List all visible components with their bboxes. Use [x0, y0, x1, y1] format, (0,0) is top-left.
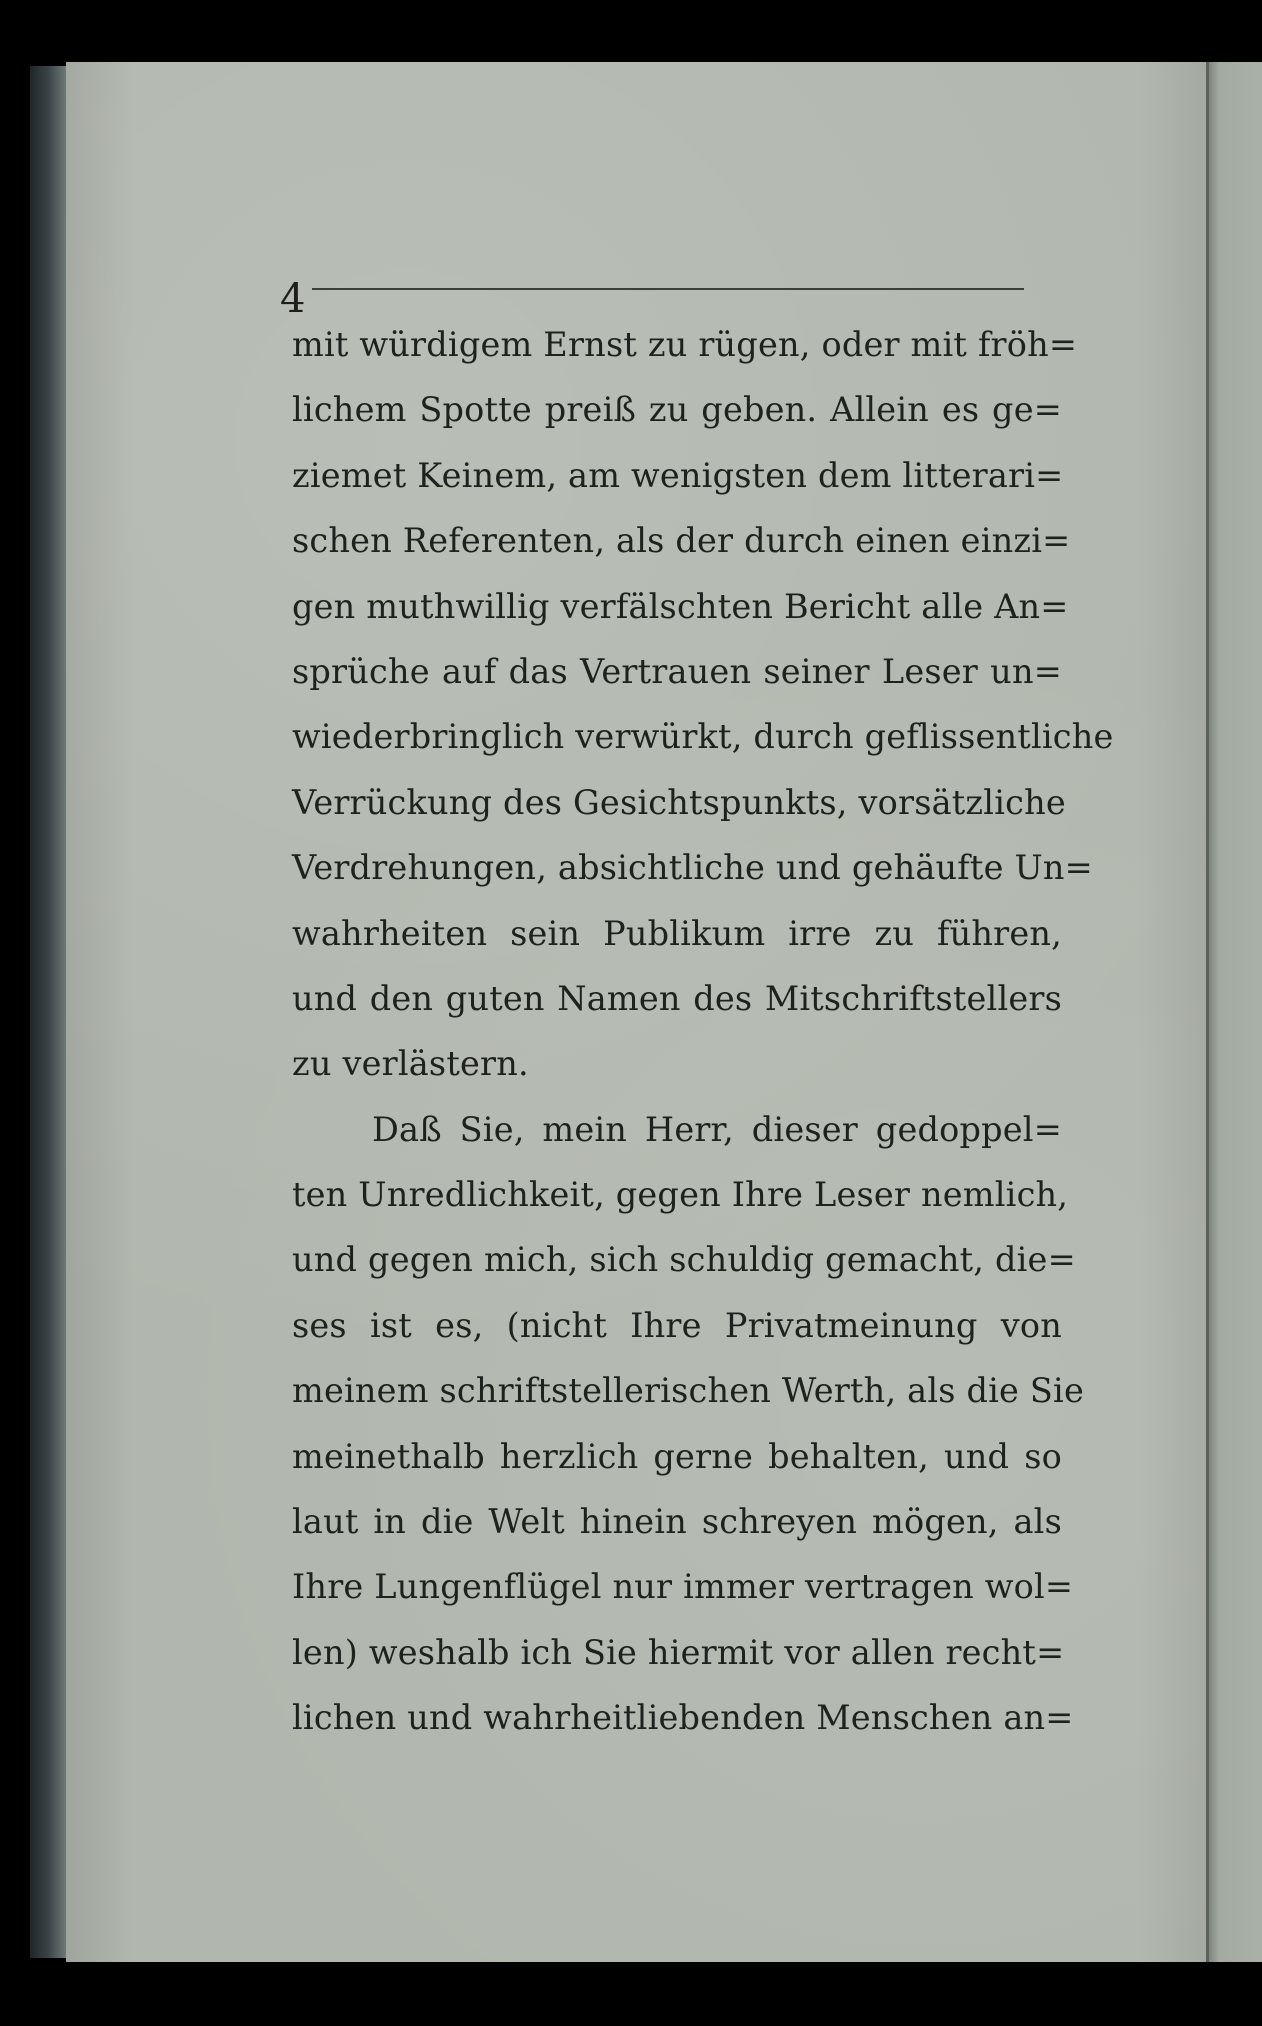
facing-page-edge: [1206, 62, 1262, 1962]
text-line: len) weshalb ich Sie hiermit vor allen recht=: [292, 1632, 1065, 1672]
text-line: sprüche auf das Vertrauen seiner Leser un=: [292, 651, 1062, 691]
text-line: und den guten Namen des Mitschriftstellers: [292, 978, 1062, 1018]
text-line: Ihre Lungenflügel nur immer vertragen wol=: [292, 1567, 1074, 1607]
text-line: mit würdigem Ernst zu rügen, oder mit fröh=: [292, 325, 1078, 364]
text-line: lichem Spotte preiß zu geben. Allein es ge=: [292, 390, 1062, 430]
text-line: gen muthwillig verfälschten Bericht alle An=: [292, 586, 1069, 626]
text-line: lichen und wahrheitliebenden Menschen an=: [292, 1698, 1074, 1738]
text-line: Verdrehungen, absichtliche und gehäufte Un=: [292, 848, 1093, 888]
paragraph-first-line: Daß Sie, mein Herr, dieser gedoppel=: [372, 1109, 1062, 1149]
text-line: zu verlästern.: [292, 1044, 529, 1084]
page-text: [292, 312, 1114, 1751]
text-line: und gegen mich, sich schuldig gemacht, die=: [292, 1240, 1076, 1280]
text-line: laut in die Welt hinein schreyen mögen, als: [292, 1502, 1062, 1542]
text-line: ten Unredlichkeit, gegen Ihre Leser nemlich,: [292, 1175, 1069, 1215]
text-line: wahrheiten sein Publikum irre zu führen,: [292, 913, 1062, 953]
text-line: schen Referenten, als der durch einen einzi=: [292, 521, 1071, 561]
header-rule: [312, 288, 1024, 290]
text-line: ses ist es, (nicht Ihre Privatmeinung von: [292, 1305, 1062, 1345]
text-line: wiederbringlich verwürkt, durch geflissentliche: [292, 717, 1114, 757]
text-line: ziemet Keinem, am wenigsten dem litterari=: [292, 455, 1064, 495]
text-line: Verrückung des Gesichtspunkts, vorsätzliche: [292, 782, 1066, 822]
text-line: meinem schriftstellerischen Werth, als die Sie: [292, 1371, 1085, 1411]
page-number: 4: [280, 276, 306, 322]
text-line: meinethalb herzlich gerne behalten, und so: [292, 1436, 1062, 1476]
